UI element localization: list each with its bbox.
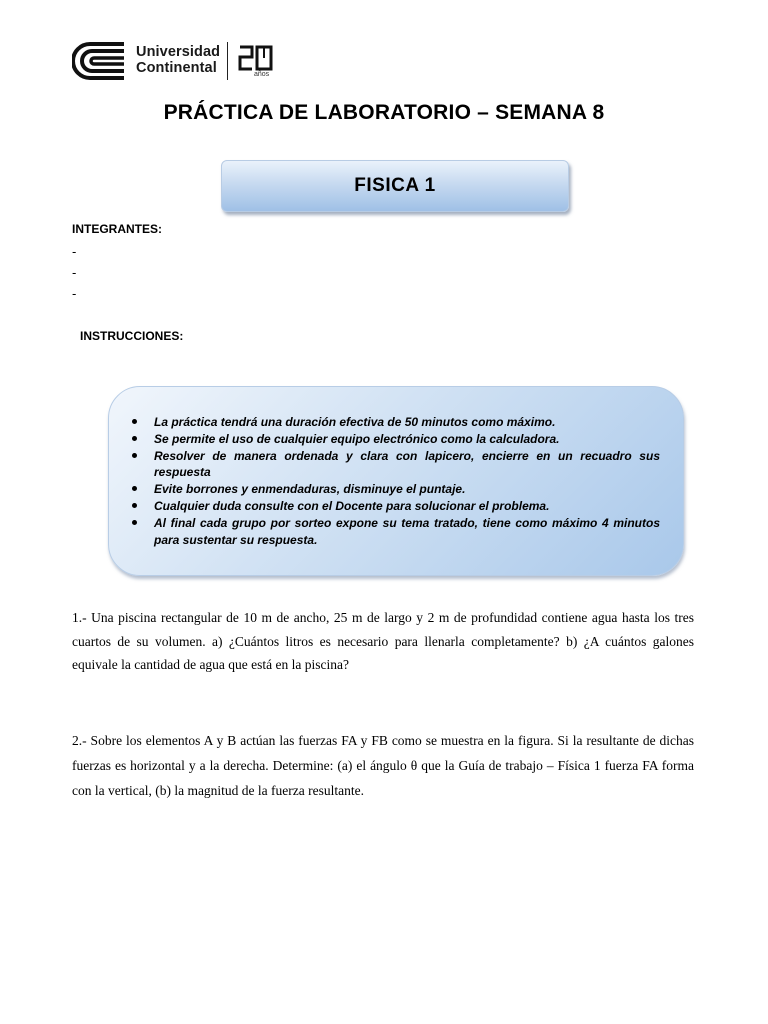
bullet-icon bbox=[132, 520, 137, 525]
instruction-item bbox=[130, 498, 660, 515]
instruction-text: La práctica tendrá una duración efectiva de 50 minutos como máximo. bbox=[154, 415, 556, 429]
instruction-item bbox=[130, 431, 660, 448]
logo-line-2: Continental bbox=[136, 60, 217, 76]
subject-box bbox=[221, 160, 569, 212]
subject-title: FISICA 1 bbox=[354, 175, 436, 196]
instruction-text: Resolver de manera ordenada y clara con lapicero, encierre en un recuadro sus respuesta bbox=[154, 448, 660, 480]
anniversary-20-icon bbox=[238, 44, 274, 72]
bullet-icon bbox=[132, 436, 137, 441]
instruction-item bbox=[130, 448, 660, 482]
member-line-3: - bbox=[72, 286, 77, 301]
bullet-icon bbox=[132, 453, 137, 458]
instructions-list bbox=[130, 414, 660, 548]
member-line-2: - bbox=[72, 265, 77, 280]
logo-line-1: Universidad bbox=[136, 44, 221, 60]
instruction-item bbox=[130, 481, 660, 498]
instruction-text: Se permite el uso de cualquier equipo electrónico como la calculadora. bbox=[154, 431, 560, 446]
instruction-item bbox=[130, 414, 660, 431]
instruction-item bbox=[130, 515, 660, 549]
bullet-icon bbox=[132, 486, 137, 491]
university-logo-text bbox=[136, 44, 220, 76]
members-label: INTEGRANTES: bbox=[72, 222, 162, 236]
instruction-text: Cualquier duda consulte con el Docente para solucionar el problema. bbox=[154, 498, 550, 513]
problem-2: 2.- Sobre los elementos A y B actúan las fuerzas FA y FB como se muestra en la figura. Si la resultante de dichas fuerzas es horizontal y a la derecha. Determine: (a) el ángulo θ que la Guía de trabajo – Física 1 fuerza FA forma con la vertical, (b) la magnitud de la fuerza resultante. bbox=[72, 733, 694, 798]
bullet-icon bbox=[132, 419, 137, 424]
logo-anniversary-label: años bbox=[254, 71, 270, 78]
instructions-label: INSTRUCCIONES: bbox=[80, 329, 184, 343]
bullet-icon bbox=[132, 503, 137, 508]
instruction-text: Al final cada grupo por sorteo expone su tema tratado, tiene como máximo 4 minutos para sustentar su respuesta. bbox=[154, 515, 660, 547]
page-title: PRÁCTICA DE LABORATORIO – SEMANA 8 bbox=[163, 101, 605, 124]
logo-divider bbox=[227, 42, 228, 80]
member-line-1: - bbox=[72, 244, 77, 259]
instruction-text: Evite borrones y enmendaduras, disminuye el puntaje. bbox=[154, 482, 466, 497]
university-logo-icon bbox=[72, 40, 132, 82]
problem-1: 1.- Una piscina rectangular de 10 m de ancho, 25 m de largo y 2 m de profundidad contiene agua hasta los tres cuartos de su volumen. a) ¿Cuántos litros es necesario para llenarla completamente? b) ¿A cuántos galones equivale la cantidad de agua que está en la piscina? bbox=[72, 610, 694, 672]
